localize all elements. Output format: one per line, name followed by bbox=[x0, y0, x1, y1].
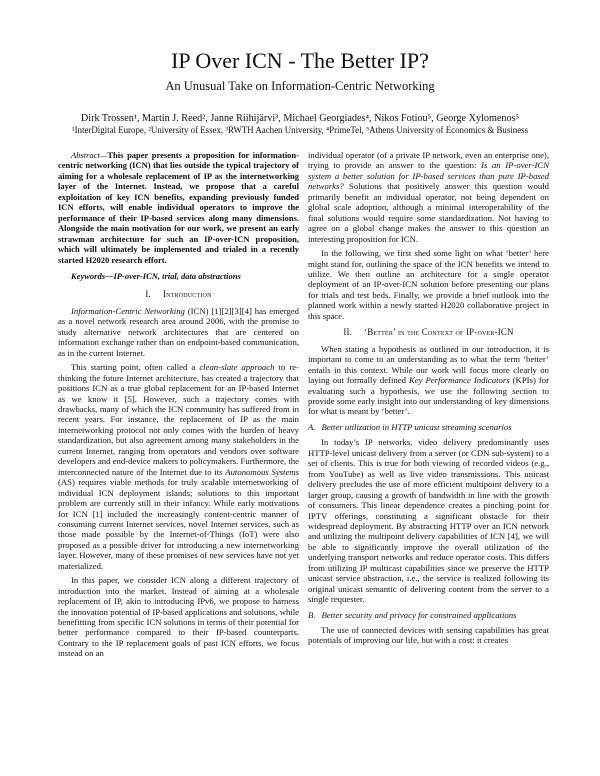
paragraph-text: This starting point, often called a bbox=[71, 362, 200, 373]
paragraph-text: Solutions that positively answer this question would primarily benefit an individual operator, not being dependent on global scale adoption, although a minimal interoperability of the final solutions would require some standardization. Not having to agree on a global change makes the answer to this question an interesting proposition for ICN. bbox=[308, 181, 549, 244]
abstract-text: This paper presents a proposition for information-centric networking (ICN) that lies outside the typical trajectory of aiming for a wholesale replacement of IP as the internetworking layer of the Internet. Instead, we propose that a careful exploitation of key ICN benefits, expanding previously funded ICN efforts, will enable individual operators to improve the performance of their IP-based services along many dimensions. Alongside the main motivation for our work, we present an early strawman architecture for such an IP-over-ICN proposition, which will ultimately be implemented and trialed in a recently started H2020 research effort. bbox=[58, 150, 299, 265]
emphasis: clean-slate approach bbox=[199, 362, 275, 373]
paper-subtitle: An Unusual Take on Information-Centric Networking bbox=[165, 79, 435, 93]
intro-paragraph-4: In the following, we first shed some light on what ‘better’ here might stand for, outlining the space of the ICN benefits we intend to utilize. We then outline an architecture for a single operator deployment of an IP-over-ICN solution before presenting our plans for trials and test beds. Finally, we provide a brief outlook into the planned work within a newly started H2020 collaborative project in this space. bbox=[308, 248, 549, 321]
paragraph-text: to re-thinking the future Internet architecture, has created a trajectory that positions ICN as a true global replacement for an IP-based Internet as we know it [5]. However, such a trajectory comes with drawbacks, many of which the ICN community has suffered from in recent years. For instance, the replacement of IP as the main internetworking protocol not only comes with the burden of heavy standardization, but also agreement among many stakeholders in the current Internet, ranging from operators and vendors over software developers and end-device makers to policymakers. Furthermore, the interconnected nature of the Internet due to its bbox=[58, 362, 299, 477]
intro-paragraph-1 bbox=[58, 306, 299, 358]
intro-paragraph-3: In this paper, we consider ICN along a different trajectory of introduction into the market. Instead of aiming at a wholesale replacement of IP, akin to introducing IPv6, we propose to harness the innovation potential of IP-based applications and solutions, while benefitting from specific ICN solutions in terms of their potential for better performance compared to their IP-based counterparts. Contrary to the IP replacement goals of past ICN efforts, we focus instead on an bbox=[58, 575, 299, 659]
intro-paragraph-continued bbox=[308, 150, 549, 244]
abstract bbox=[58, 150, 299, 265]
emphasis: Information-Centric Networking bbox=[71, 305, 185, 316]
section-title: ‘Better’ in the Context of IP-over-ICN bbox=[364, 327, 514, 338]
subsection-heading-a bbox=[308, 422, 549, 432]
section-title: Introduction bbox=[162, 289, 212, 300]
abstract-lead: Abstract— bbox=[71, 150, 108, 160]
right-column bbox=[308, 150, 549, 650]
section-heading-better bbox=[308, 327, 549, 337]
keywords: Keywords—IP-over-ICN, trial, data abstractions bbox=[71, 270, 241, 281]
subsection-number: B. bbox=[308, 609, 316, 620]
emphasis: Autonomous Systems bbox=[225, 466, 299, 477]
left-column bbox=[58, 150, 299, 663]
paragraph-text: (ICN) [1][2][3][4] has emerged as a novel network research area around 2006, with the promise to study alternative network architectures that are centered on information exchange rather than on endpoint-based communication, as in the current Internet. bbox=[58, 305, 299, 358]
section-number: II. bbox=[343, 327, 353, 338]
subsection-title: Better utilization in HTTP unicast streaming scenarios bbox=[321, 421, 512, 432]
paper-title: IP Over ICN - The Better IP? bbox=[171, 48, 429, 73]
section-heading-introduction bbox=[58, 289, 299, 299]
subsection-number: A. bbox=[308, 421, 316, 432]
section2-paragraph-1 bbox=[308, 344, 549, 417]
emphasis: Key Performance Indicators bbox=[408, 375, 510, 386]
paragraph-text: (KPIs) for evaluating such a hypothesis, we use the following section to provide some early insight into our understanding of key dimensions for what is meant by ‘better’. bbox=[308, 375, 550, 417]
intro-paragraph-2 bbox=[58, 362, 299, 571]
subsection-heading-b bbox=[308, 610, 549, 620]
emphasis: Is an IP-over-ICN system a better solution for IP-based services than pure IP-based networks? bbox=[308, 160, 549, 192]
affiliation-list: ¹InterDigital Europe, ²University of Essex, ³RWTH Aachen University, ⁴PrimeTel, ⁵Athens University of Economics & Business bbox=[71, 125, 529, 135]
author-list: Dirk Trossen¹, Martin J. Reed², Janne Riihijärvi³, Michael Georgiades⁴, Nikos Fotiou⁵, George Xylomenos⁵ bbox=[80, 113, 520, 124]
paragraph-text: When stating a hypothesis as outlined in our introduction, it is important to come to an understanding as to what the term ‘better’ entails in this context. While our work will focus more clearly on laying out formally defined bbox=[308, 343, 549, 386]
section-number: I. bbox=[145, 289, 151, 300]
paragraph-text: (AS) requires viable methods for truly scalable internetworking of individual ICN deployment islands; solutions to this important problem are currently still in their infancy. While early motivations for ICN [1] included the increasingly content-centric manner of consuming current Internet services, novel Internet services, such as those made possible by the Internet-of-Things (IoT) were also proposed as a possible driver for introducing a new internetworking layer. However, many of these promises of new services have not yet materialized. bbox=[58, 477, 299, 571]
subsection-a-paragraph: In today’s IP networks, video delivery predominantly uses HTTP-level unicast delivery from a server (or CDN sub-system) to a set of clients. This is true for both viewing of recorded videos (e.g., from YouTube) as well as live video transmissions. This unicast delivery precludes the use of more efficient multipoint delivery to a larger group, causing a growth of bandwidth in line with the growth of consumers. This linear dependence creates a pinching point for IPTV offerings, constituting a significant obstacle for their widespread deployment. By abstracting HTTP over an ICN network and utilizing the multipoint delivery capabilities of ICN [4], we will be able to significantly improve the overall utilization of the underlying transport networks and reduce operator costs. This differs from utilizing IP multicast capabilities since we preserve the HTTP unicast service abstraction, i.e., the service is realized following its original unicast semantic of delivering content from the server to a single requester. bbox=[308, 437, 549, 605]
subsection-title: Better security and privacy for constrained applications bbox=[321, 609, 517, 620]
subsection-b-paragraph: The use of connected devices with sensing capabilities has great potentials of improving our life, but with a cost: it creates bbox=[308, 625, 549, 646]
paragraph-text: individual operator (of a private IP network, even an enterprise one), trying to provide an answer to the question: bbox=[308, 150, 549, 171]
